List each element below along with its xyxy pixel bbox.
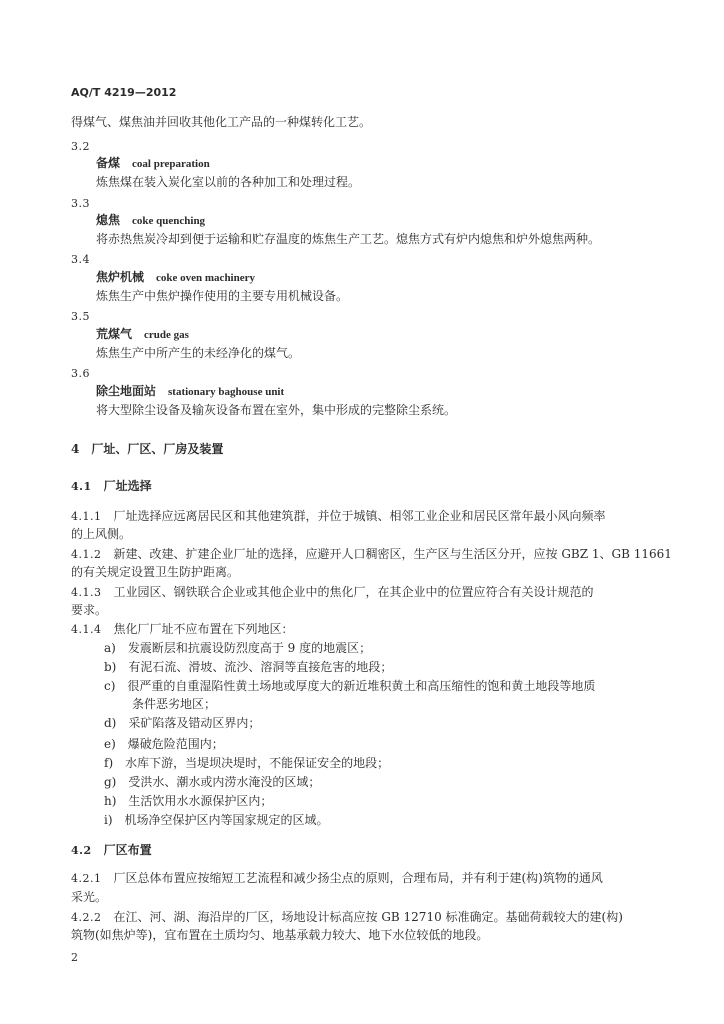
list-item: g) 受洪水、潮水或内涝水淹没的区域； xyxy=(104,775,321,789)
clause-4-2-2-cont: 筑物(如焦炉等)，宜布置在土质均匀、地基承载力较大、地下水位较低的地段。 xyxy=(71,928,489,942)
page-number: 2 xyxy=(71,951,78,964)
clause-4-1-1: 4.1.1 厂址选择应远离居民区和其他建筑群，并位于城镇、相邻工业企业和居民区常年最小风向频率 xyxy=(71,509,606,523)
term-definition: 炼焦生产中所产生的未经净化的煤气。 xyxy=(96,346,301,360)
term-en: crude gas xyxy=(144,329,189,341)
clause-4-1-2: 4.1.2 新建、改建、扩建企业厂址的选择，应避开人口稠密区，生产区与生活区分开，应按 GBZ 1、GB 11661 xyxy=(71,547,672,561)
term-zh: 除尘地面站 xyxy=(96,384,157,398)
term-heading xyxy=(96,327,189,342)
term-definition: 将赤热焦炭冷却到便于运输和贮存温度的炼焦生产工艺。熄焦方式有炉内熄焦和炉外熄焦两种。 xyxy=(96,232,601,246)
term-number: 3.6 xyxy=(71,367,90,380)
clause-4-2-2: 4.2.2 在江、河、湖、海沿岸的厂区，场地设计标高应按 GB 12710 标准确定。基础荷载较大的建(构) xyxy=(71,910,623,924)
term-zh: 备煤 xyxy=(96,156,121,170)
term-en: stationary baghouse unit xyxy=(168,386,285,398)
term-definition: 将大型除尘设备及输灰设备布置在室外，集中形成的完整除尘系统。 xyxy=(96,403,457,417)
term-heading xyxy=(96,213,205,228)
clause-4-1-4: 4.1.4 焦化厂厂址不应布置在下列地区： xyxy=(71,622,294,636)
term-zh: 荒煤气 xyxy=(96,327,133,341)
term-number: 3.4 xyxy=(71,253,90,266)
term-zh: 焦炉机械 xyxy=(96,270,145,284)
standard-code: AQ/T 4219—2012 xyxy=(71,86,177,99)
term-definition: 炼焦生产中焦炉操作使用的主要专用机械设备。 xyxy=(96,289,349,303)
list-item: i) 机场净空保护区内等国家规定的区域。 xyxy=(104,813,329,827)
list-item: b) 有泥石流、滑坡、流沙、溶洞等直接危害的地段； xyxy=(104,660,393,674)
list-item: a) 发震断层和抗震设防烈度高于 9 度的地震区； xyxy=(104,641,372,655)
term-number: 3.3 xyxy=(71,197,90,210)
list-item-cont: 条件恶劣地区； xyxy=(132,697,217,711)
term-heading xyxy=(96,384,284,399)
list-item: c) 很严重的自重湿陷性黄土场地或厚度大的新近堆积黄土和高压缩性的饱和黄土地段等地质 xyxy=(104,679,596,693)
term-zh: 熄焦 xyxy=(96,213,121,227)
list-item: f) 水库下游，当堤坝决堤时，不能保证安全的地段； xyxy=(104,756,390,770)
term-heading xyxy=(96,270,255,285)
term-en: coal preparation xyxy=(132,158,210,170)
subsection-heading: 4.1 厂址选择 xyxy=(71,479,152,493)
clause-4-1-3: 4.1.3 工业园区、钢铁联合企业或其他企业中的焦化厂，在其企业中的位置应符合有关设计规范的 xyxy=(71,585,594,599)
intro-line: 得煤气、煤焦油并回收其他化工产品的一种煤转化工艺。 xyxy=(71,115,372,129)
term-definition: 炼焦煤在装入炭化室以前的各种加工和处理过程。 xyxy=(96,175,361,189)
clause-4-2-1-cont: 采光。 xyxy=(71,890,108,904)
clause-4-1-1-cont: 的上风侧。 xyxy=(71,527,132,541)
list-item: e) 爆破危险范围内； xyxy=(104,737,224,751)
term-en: coke quenching xyxy=(132,215,206,227)
clause-4-2-1: 4.2.1 厂区总体布置应按缩短工艺流程和减少扬尘点的原则，合理布局，并有利于建(构)筑物的通风 xyxy=(71,871,603,885)
term-number: 3.5 xyxy=(71,310,90,323)
list-item: h) 生活饮用水水源保护区内； xyxy=(104,794,273,808)
list-item: d) 采矿陷落及错动区界内； xyxy=(104,716,261,730)
term-heading xyxy=(96,156,210,171)
section-heading: 4 厂址、厂区、厂房及装置 xyxy=(71,442,224,456)
subsection-heading: 4.2 厂区布置 xyxy=(71,843,152,857)
term-number: 3.2 xyxy=(71,140,90,153)
clause-4-1-3-cont: 要求。 xyxy=(71,603,108,617)
term-en: coke oven machinery xyxy=(156,272,255,284)
clause-4-1-2-cont: 的有关规定设置卫生防护距离。 xyxy=(71,565,240,579)
